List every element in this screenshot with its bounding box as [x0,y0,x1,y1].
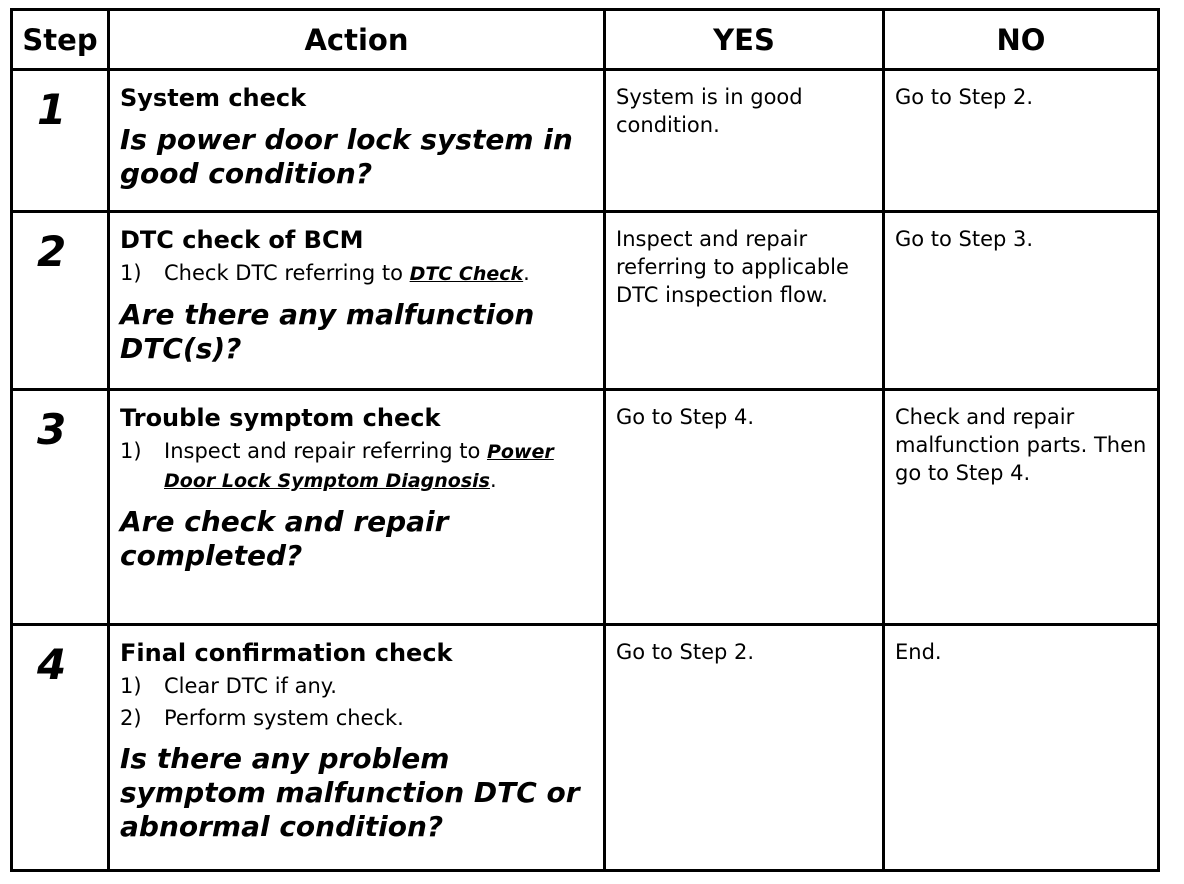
table-row-step-1 [13,68,1157,213]
sub-step [120,437,593,495]
action-title: System check [120,84,307,112]
yes-result: Go to Step 4. [616,405,755,429]
sub-step [120,704,593,732]
step-number: 4 [37,640,67,689]
no-result: Go to Step 3. [895,227,1034,251]
step-number: 1 [37,85,67,134]
sub-step-number: 1) [120,674,142,698]
sub-step-text: Check DTC referring to [164,261,410,285]
action-title: Final confirmation check [120,639,453,667]
action-question: Are there any malfunction DTC(s)? [120,298,535,365]
sub-step-number: 1) [120,261,142,285]
sub-step-suffix: . [489,468,497,492]
step-number: 3 [37,405,67,454]
action-question: Is power door lock system in good condition? [120,123,573,190]
header-step: Step [22,23,98,57]
sub-step-number: 1) [120,439,142,463]
diagnostic-flow-table [10,8,1160,872]
sub-step [120,259,593,288]
sub-step-suffix: . [523,261,530,285]
yes-result: Go to Step 2. [616,640,755,664]
sub-step-number: 2) [120,706,142,730]
sub-step-text: Inspect and repair referring to [164,439,487,463]
action-title: Trouble symptom check [120,404,441,432]
sub-step [120,672,593,700]
sub-step-text: Perform system check. [164,706,404,730]
header-row [13,11,1157,69]
no-result: Check and repair malfunction parts. Then go to Step 4. [895,405,1147,485]
action-question: Is there any problem symptom malfunction DTC or abnormal condition? [120,742,580,843]
yes-result: Inspect and repair referring to applicable DTC inspection flow. [616,227,849,307]
no-result: Go to Step 2. [895,85,1034,109]
table-row-step-3 [13,388,1157,625]
symptom-diagnosis-link[interactable]: Power Door Lock Symptom Diagnosis [164,441,554,492]
table-row-step-2 [13,210,1157,390]
header-no: NO [996,23,1046,57]
action-title: DTC check of BCM [120,226,364,254]
no-result: End. [895,640,942,664]
dtc-check-link[interactable]: DTC Check [409,263,524,285]
action-question: Are check and repair completed? [120,505,449,572]
sub-step-text: Clear DTC if any. [164,674,337,698]
table-row-step-4 [13,623,1157,869]
step-number: 2 [37,227,67,276]
header-yes: YES [713,23,775,57]
header-action: Action [304,23,409,57]
yes-result: System is in good condition. [616,85,803,137]
